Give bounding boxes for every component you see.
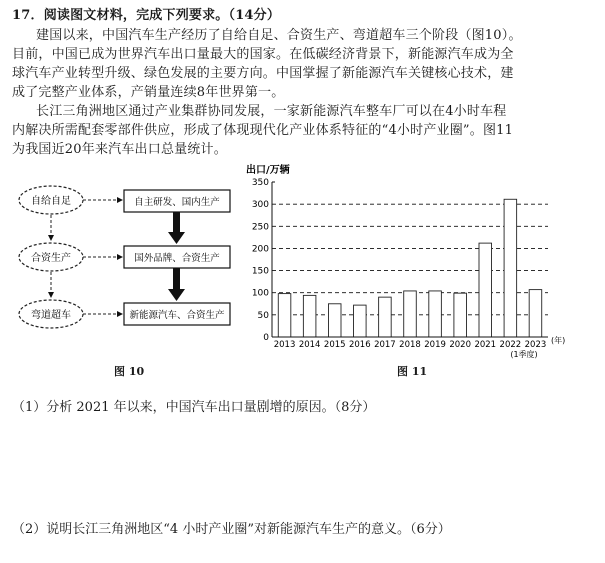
y-tick-label: 0 [263, 333, 269, 343]
bar-2017 [379, 297, 392, 337]
x-tick-label: 2022 [499, 340, 522, 350]
x-axis-unit: (年) [551, 336, 566, 345]
bar-2019 [429, 291, 442, 337]
x-tick-label: 2023 [524, 340, 547, 350]
bar-2018 [404, 291, 417, 337]
x-tick-label: 2015 [323, 340, 346, 350]
bar-2015 [328, 304, 341, 337]
bar-2014 [303, 295, 316, 337]
y-tick-label: 250 [251, 222, 269, 233]
paragraph-line: 球汽车产业转型升级、绿色发展的主要方向。中国掌握了新能源汽车关键核心技术，建 [12, 66, 514, 81]
y-tick-label: 350 [251, 178, 269, 188]
stage-label-1: 自给自足 [31, 196, 71, 207]
stage-label-3: 弯道超车 [31, 310, 71, 321]
figure-11-caption: 图 11 [397, 365, 428, 378]
subquestion-2: （2）说明长江三角洲地区“4 小时产业圈”对新能源汽车生产的意义。（6分） [12, 522, 451, 537]
figure-10-diagram [18, 178, 238, 348]
bar-2016 [354, 305, 367, 337]
x-tick-label: 2020 [449, 340, 472, 350]
paragraph-line: 成了完整产业体系，产销量连续8年世界第一。 [12, 85, 285, 100]
box-label-2: 国外品牌、合资生产 [134, 253, 220, 264]
x-tick-label: 2014 [298, 340, 321, 350]
y-tick-label: 300 [251, 200, 269, 211]
figure-11-chart [240, 160, 590, 360]
paragraph-line: 内解决所需配套零部件供应，形成了体现现代化产业体系特征的“4小时产业圈”。图11 [12, 123, 514, 138]
x-tick-label: 2017 [374, 340, 396, 350]
question-header: 17．阅读图文材料，完成下列要求。（14分） [12, 8, 281, 23]
y-axis-label: 出口/万辆 [246, 165, 290, 176]
bold-arrow-2 [168, 268, 185, 301]
paragraph-line: 建国以来，中国汽车生产经历了自给自足、合资生产、弯道超车三个阶段（图10）。 [36, 28, 522, 43]
y-tick-label: 50 [257, 310, 269, 321]
paragraph-line: 为我国近20年来汽车出口总量统计。 [12, 142, 227, 157]
x-tick-label: 2021 [474, 340, 497, 350]
bar-2020 [454, 293, 467, 337]
quarter-note: (1季度) [510, 350, 538, 359]
bar-2022 [504, 199, 517, 337]
paragraph-line: 目前，中国已成为世界汽车出口量最大的国家。在低碳经济背景下，新能源汽车成为全 [12, 47, 514, 62]
box-label-3: 新能源汽车、合资生产 [129, 310, 225, 321]
x-tick-label: 2019 [424, 340, 446, 350]
bar-2021 [479, 243, 492, 337]
bold-arrow-1 [168, 212, 185, 244]
x-tick-label: 2016 [348, 340, 371, 350]
y-tick-label: 100 [251, 288, 269, 299]
x-tick-label: 2018 [399, 340, 421, 350]
bar-2013 [278, 294, 291, 337]
y-tick-label: 150 [251, 266, 269, 277]
x-tick-label: 2013 [273, 340, 296, 350]
figure-10-caption: 图 10 [114, 365, 145, 378]
stage-label-2: 合资生产 [31, 253, 71, 264]
bar-2023 [529, 290, 542, 337]
y-tick-label: 200 [251, 244, 269, 255]
box-label-1: 自主研发、国内生产 [134, 197, 220, 208]
subquestion-1: （1）分析 2021 年以来，中国汽车出口量剧增的原因。（8分） [12, 400, 376, 415]
paragraph-line: 长江三角洲地区通过产业集群协同发展，一家新能源汽车整车厂可以在4小时车程 [36, 104, 507, 119]
